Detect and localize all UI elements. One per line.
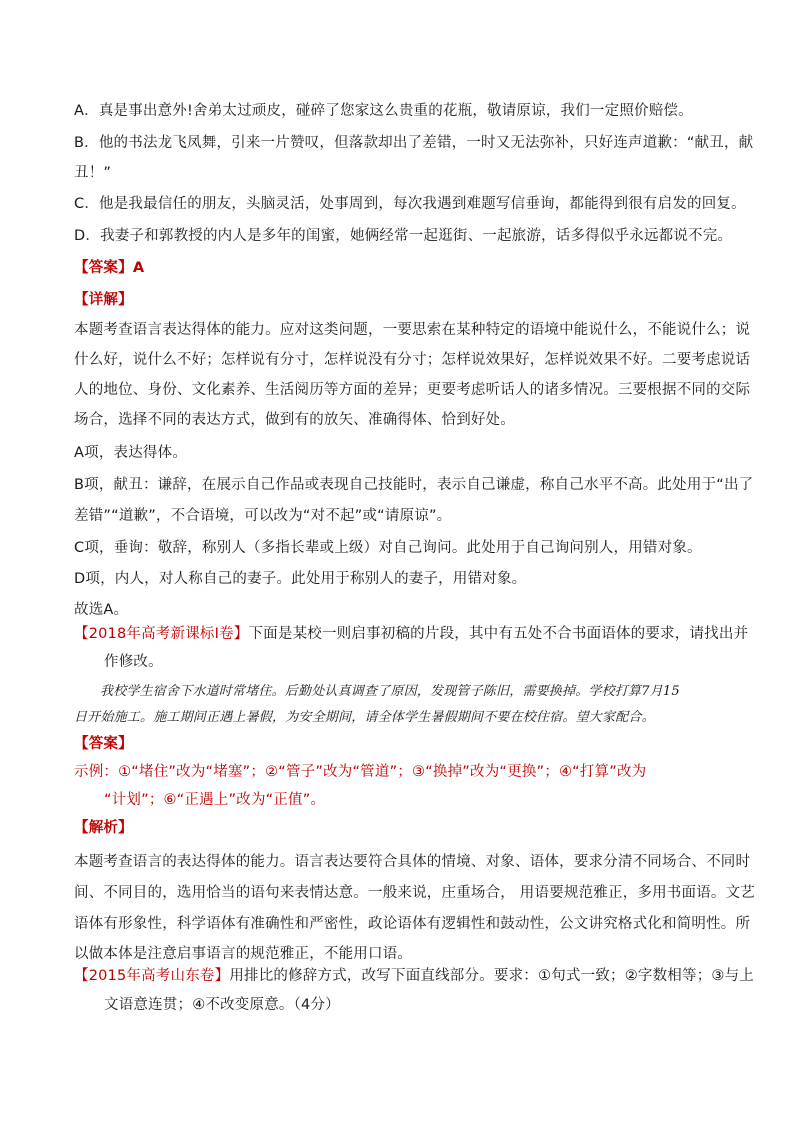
analysis-line: 间、不同目的，选用恰当的语句来表情达意。一般来说，庄重场合， 用语要规范雅正，多用书面语。文艺 — [74, 885, 756, 901]
option-b-line1: B．他的书法龙飞凤舞，引来一片赞叹，但落款却出了差错，一时又无法弥补，只好连声道歉：“献丑，献 — [74, 135, 754, 151]
notice-passage-line1: 我校学生宿舍下水道时常堵住。后勤处认真调查了原因，发现管子陈旧，需要换掉。学校打算7月15 — [100, 684, 680, 699]
answer-tag: 【答案】 — [74, 260, 133, 276]
question-2-prompt: 【2018年高考新课标Ⅰ卷】下面是某校一则启事初稿的片段，其中有五处不合书面语体的要求，请找出并 — [74, 626, 749, 642]
q2-answer-example-line1: 示例：①“堵住”改为“堵塞”；②“管子”改为“管道”；③“换掉”改为“更换”；④“打算”改为 — [74, 764, 647, 780]
analysis-line: 以做本体是注意启事语言的规范雅正，不能用口语。 — [74, 946, 413, 962]
item-c: C项，垂询：敬辞，称别人（多指长辈或上级）对自己询问。此处用于自己询问别人，用错对象。 — [74, 540, 702, 556]
item-a: A项，表达得体。 — [74, 445, 188, 461]
question-2-prompt-line2: 作修改。 — [104, 654, 163, 670]
detail-line: 人的地位、身份、文化素养、生活阅历等方面的差异；更要考虑听话人的诸多情况。三要根据不同的交际 — [74, 382, 751, 398]
notice-passage-line2: 日开始施工。施工期间正遇上暑假，为安全期间，请全体学生暑假期间不要在校住宿。望大家配合。 — [74, 710, 655, 725]
analysis-tag: 【解析】 — [74, 820, 133, 836]
question-3-source: 【2015年高考山东卷】 — [74, 968, 230, 984]
answer-value: A — [132, 260, 145, 276]
question-2-source: 【2018年高考新课标Ⅰ卷】 — [74, 626, 249, 642]
item-d: D项，内人，对人称自己的妻子。此处用于称别人的妻子，用错对象。 — [74, 571, 527, 587]
option-c: C．他是我最信任的朋友，头脑灵活，处事周到，每次我遇到难题写信垂询，都能得到很有启发的回复。 — [74, 196, 746, 212]
detail-tag: 【详解】 — [74, 292, 133, 308]
option-b-line2: 丑！” — [74, 165, 112, 181]
analysis-line: 语体有形象性，科学语体有准确性和严密性，政论语体有逻辑性和鼓动性，公文讲究格式化和简明性。所 — [74, 916, 751, 932]
conclusion: 故选A。 — [74, 602, 129, 618]
question-3-prompt: 【2015年高考山东卷】用排比的修辞方式，改写下面直线部分。要求：①句式一致；②字数相等；③与上 — [74, 968, 755, 984]
detail-line: 本题考查语言表达得体的能力。应对这类问题，一要思索在某种特定的语境中能说什么，不能说什么；说 — [74, 322, 751, 338]
detail-line: 什么好，说什么不好；怎样说有分寸，怎样说没有分寸；怎样说效果好，怎样说效果不好。二要考虑说话 — [74, 352, 751, 368]
q2-answer-example-line2: “计划”；⑥“正遇上”改为“正值”。 — [104, 792, 326, 808]
option-a: A．真是事出意外!舍弟太过顽皮，碰碎了您家这么贵重的花瓶，敬请原谅，我们一定照价赔偿。 — [74, 103, 693, 119]
q2-answer-tag: 【答案】 — [74, 736, 133, 752]
item-b-line1: B项，献丑：谦辞，在展示自己作品或表现自己技能时，表示自己谦虚，称自己水平不高。此处用于“出了 — [74, 477, 754, 493]
option-d: D．我妻子和郭教授的内人是多年的闺蜜，她俩经常一起逛街、一起旅游，话多得似乎永远都说不完。 — [74, 228, 733, 244]
question-3-prompt-line2: 文语意连贯；④不改变原意。（4分） — [104, 997, 340, 1013]
item-b-line2: 差错”“道歉”，不合语境，可以改为“对不起”或“请原谅”。 — [74, 508, 452, 524]
answer-line — [74, 258, 144, 278]
analysis-line: 本题考查语言的表达得体的能力。语言表达要符合具体的情境、对象、语体，要求分清不同场合、不同时 — [74, 854, 751, 870]
detail-line: 场合，选择不同的表达方式，做到有的放矢、准确得体、恰到好处。 — [74, 412, 515, 428]
